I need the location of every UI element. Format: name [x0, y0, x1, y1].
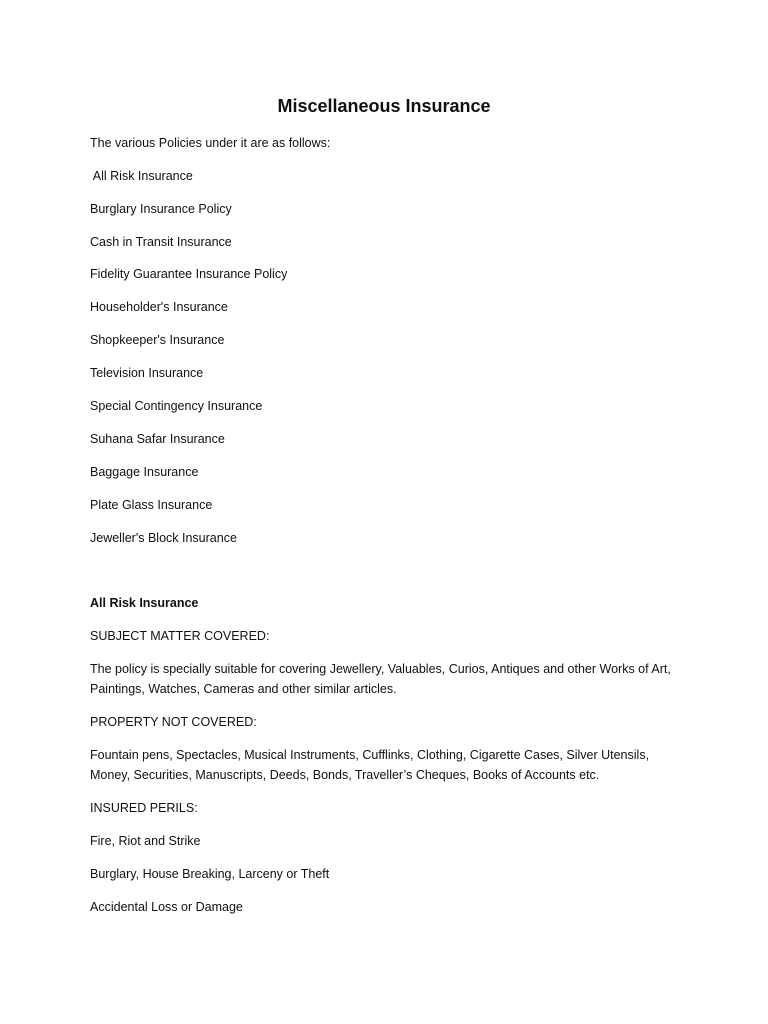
subject-matter-text: The policy is specially suitable for covering Jewellery, Valuables, Curios, Antiques and other Works of Art, Paintings, Watches, Cameras and other similar articles.: [90, 662, 671, 696]
policy-item: Burglary Insurance Policy: [90, 202, 232, 216]
intro-text: The various Policies under it are as follows:: [90, 136, 331, 150]
peril-item: Accidental Loss or Damage: [90, 900, 243, 914]
policy-item: Television Insurance: [90, 366, 204, 380]
section-heading: All Risk Insurance: [90, 596, 199, 610]
peril-item: Fire, Riot and Strike: [90, 834, 201, 848]
policy-item: Cash in Transit Insurance: [90, 235, 232, 249]
policy-item: All Risk Insurance: [90, 169, 193, 183]
document-title: Miscellaneous Insurance: [277, 96, 491, 116]
insured-perils-heading: INSURED PERILS:: [90, 801, 198, 815]
policy-item: Householder's Insurance: [90, 300, 228, 314]
policy-item: Baggage Insurance: [90, 465, 199, 479]
policy-item: Jeweller's Block Insurance: [90, 531, 237, 545]
property-not-covered-text: Fountain pens, Spectacles, Musical Instruments, Cufflinks, Clothing, Cigarette Cases, Silver Utensils, Money, Securities, Manuscripts, Deeds, Bonds, Traveller’s Cheques, Books of Accounts etc.: [90, 748, 650, 782]
policy-item: Suhana Safar Insurance: [90, 432, 225, 446]
policy-item: Special Contingency Insurance: [90, 399, 263, 413]
property-not-covered-heading: PROPERTY NOT COVERED:: [90, 715, 257, 729]
policy-item: Plate Glass Insurance: [90, 498, 213, 512]
subject-matter-heading: SUBJECT MATTER COVERED:: [90, 629, 270, 643]
policy-item: Shopkeeper's Insurance: [90, 333, 225, 347]
peril-item: Burglary, House Breaking, Larceny or Theft: [90, 867, 330, 881]
policy-item: Fidelity Guarantee Insurance Policy: [90, 267, 288, 281]
